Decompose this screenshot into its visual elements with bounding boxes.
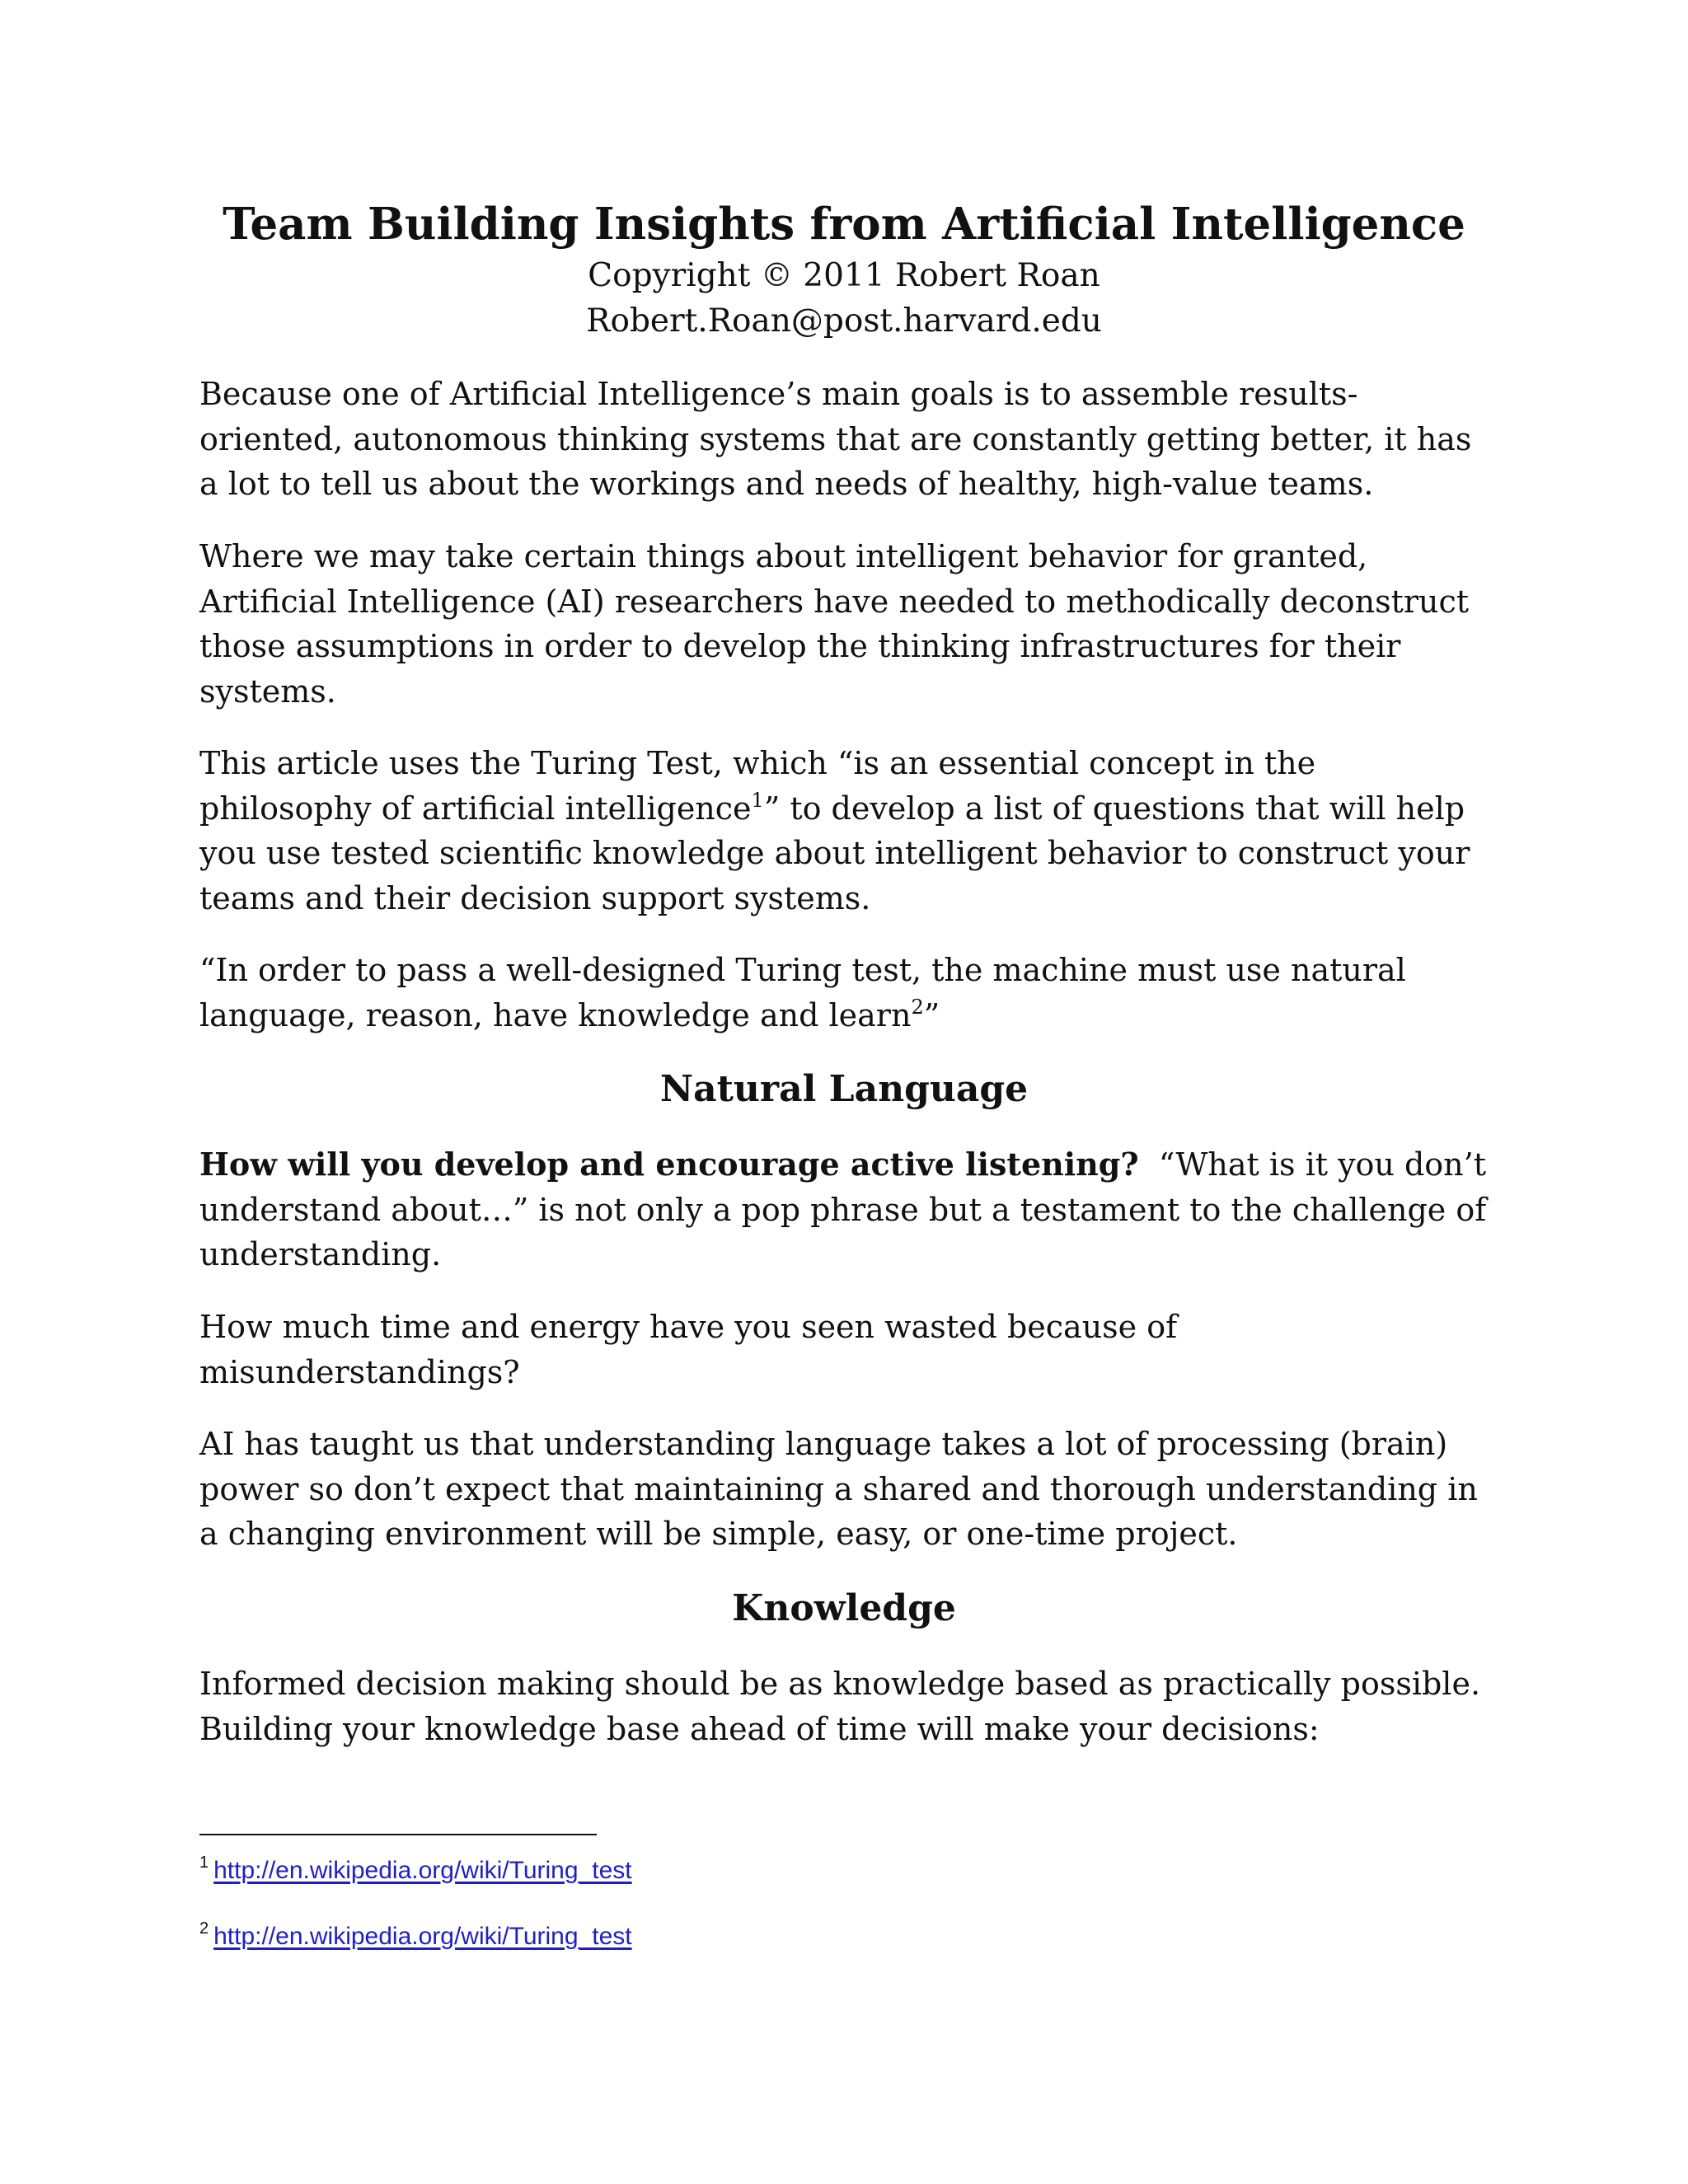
footnote-1 bbox=[199, 1854, 632, 1887]
footnote-separator bbox=[199, 1834, 597, 1835]
footnote-1-number: 1 bbox=[199, 1854, 209, 1872]
copyright-line: Copyright © 2011 Robert Roan bbox=[588, 257, 1100, 294]
footnote-2 bbox=[199, 1920, 632, 1953]
natural-language-paragraph-2-text: How much time and energy have you seen wasted because of misunderstandings? bbox=[199, 1309, 1178, 1390]
turing-quote-text: “In order to pass a well-designed Turing test, the machine must use natural language, reason, have knowledge and learn bbox=[199, 952, 1406, 1033]
knowledge-paragraph-1-text: Informed decision making should be as knowledge based as practically possible. Building your knowledge base ahead of time will make your decisions: bbox=[199, 1666, 1481, 1747]
intro-paragraph-1 bbox=[199, 372, 1493, 507]
section-heading-knowledge: Knowledge bbox=[732, 1587, 956, 1629]
intro-paragraph-1-text: Because one of Artificial Intelligence’s main goals is to assemble results-oriented, autonomous thinking systems that are constantly getting better, it has a lot to tell us about the workings and needs of healthy, high-value teams. bbox=[199, 376, 1472, 502]
natural-language-paragraph-1 bbox=[199, 1142, 1493, 1277]
knowledge-paragraph-1 bbox=[199, 1661, 1493, 1751]
document-title: Team Building Insights from Artificial Intelligence bbox=[223, 199, 1465, 250]
turing-quote-close: ” bbox=[923, 996, 940, 1033]
section-heading-natural-language: Natural Language bbox=[659, 1068, 1029, 1110]
footnote-2-link[interactable]: http://en.wikipedia.org/wiki/Turing_test bbox=[213, 1923, 632, 1950]
natural-language-paragraph-3-text: AI has taught us that understanding language takes a lot of processing (brain) power so don’t expect that maintaining a shared and thorough understanding in a changing environment will be simple, easy, or one-time project. bbox=[199, 1426, 1478, 1552]
footnote-1-link[interactable]: http://en.wikipedia.org/wiki/Turing_test bbox=[213, 1857, 632, 1884]
footnote-2-number: 2 bbox=[199, 1919, 209, 1938]
active-listening-text: “What is it you don’t understand about…” is not only a pop phrase but a testament to the challenge of understanding. bbox=[199, 1146, 1487, 1272]
intro-paragraph-3-text-end: ” to develop a list of questions that will help you use tested scientific knowledge about intelligent behavior to construct your teams and their decision support systems. bbox=[199, 790, 1470, 916]
turing-quote bbox=[199, 948, 1493, 1038]
author-email: Robert.Roan@post.harvard.edu bbox=[586, 302, 1102, 340]
footnote-reference-2[interactable]: 2 bbox=[911, 995, 924, 1019]
active-listening-question: How will you develop and encourage active listening? bbox=[199, 1146, 1139, 1183]
footnote-reference-1[interactable]: 1 bbox=[751, 788, 764, 812]
intro-paragraph-2-text: Where we may take certain things about intelligent behavior for granted, Artificial Intelligence (AI) researchers have needed to methodically deconstruct those assumptions in order to develop the thinking infrastructures for their systems. bbox=[199, 538, 1470, 710]
intro-paragraph-3-text-start: This article uses the Turing Test, which “is an essential concept in the philosophy of artificial intelligence bbox=[199, 745, 1316, 827]
natural-language-paragraph-2 bbox=[199, 1305, 1493, 1394]
natural-language-paragraph-3 bbox=[199, 1422, 1493, 1557]
intro-paragraph-2 bbox=[199, 534, 1493, 714]
intro-paragraph-3 bbox=[199, 741, 1493, 921]
